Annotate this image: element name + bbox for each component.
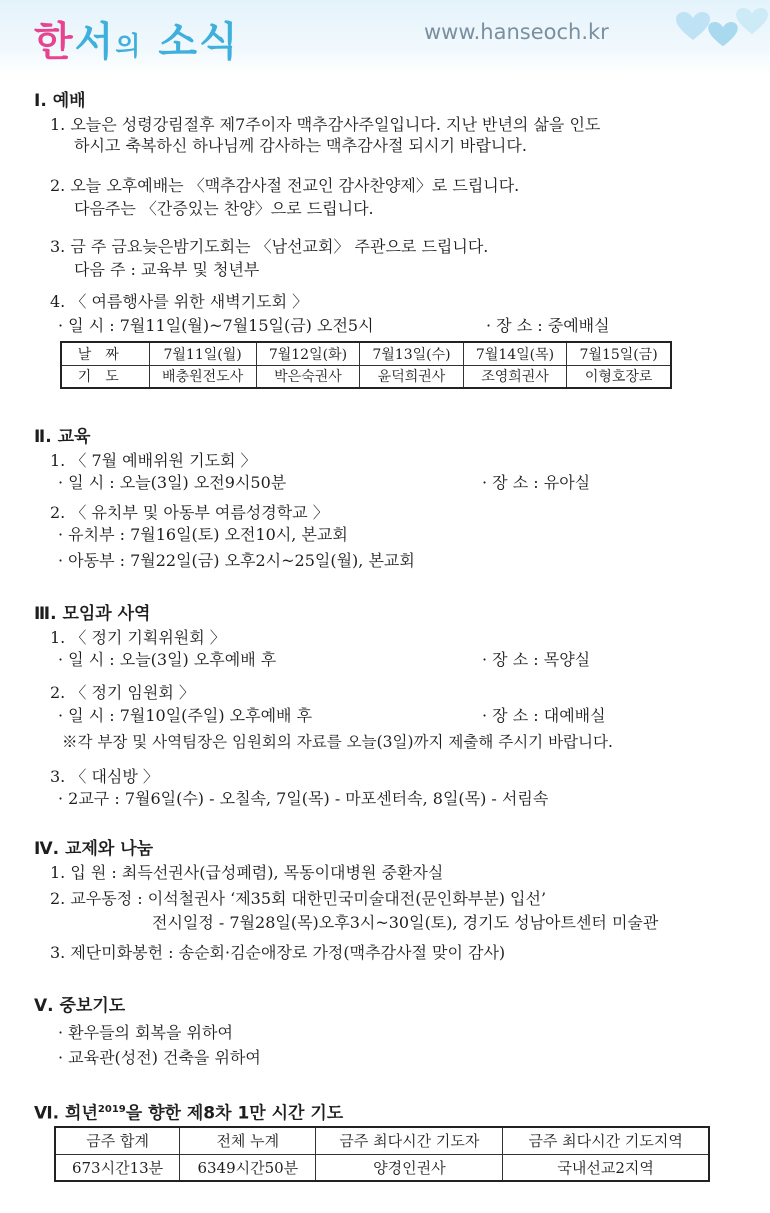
s6-heading-post: 을 향한 제8차 1만 시간 기도: [125, 1103, 344, 1124]
table-header-cell: 금주 최다시간 기도자: [316, 1127, 503, 1154]
church-url: www.hanseoch.kr: [424, 20, 609, 44]
s3-item2-title: 2. 〈 정기 임원회 〉: [50, 683, 195, 702]
s2-item2-line2: · 아동부 : 7월22일(금) 오후2시~25일(월), 본교회: [58, 551, 415, 570]
s1-item3-line1: 3. 금 주 금요늦은밤기도회는 〈남선교회〉 주관으로 드립니다.: [50, 237, 489, 256]
table-header-cell: 전체 누계: [180, 1127, 316, 1154]
table-cell: 673시간13분: [55, 1154, 180, 1181]
newsletter-header: [0, 0, 770, 74]
table-row: [61, 365, 671, 388]
section-6-heading: [34, 1099, 343, 1125]
table-header-cell: 금주 합계: [55, 1127, 180, 1154]
s3-item1-place: · 장 소 : 목양실: [482, 650, 591, 669]
section-4-heading: Ⅳ. 교제와 나눔: [34, 839, 154, 859]
table-cell: 6349시간50분: [180, 1154, 316, 1181]
s1-item4-time: · 일 시 : 7월11일(월)~7월15일(금) 오전5시: [58, 316, 374, 335]
s2-item1-title: 1. 〈 7월 예배위원 기도회 〉: [50, 451, 257, 470]
s3-item2-note: ※각 부장 및 사역팀장은 임원회의 자료를 오늘(3일)까지 제출해 주시기 바랍니다.: [62, 733, 613, 751]
table-cell: 박은숙권사: [256, 365, 360, 388]
table-cell: 이형호장로: [567, 365, 671, 388]
s6-heading-sup: 2019: [97, 1104, 126, 1115]
s3-item2-place: · 장 소 : 대예배실: [482, 706, 606, 725]
title-second-char: 서: [74, 19, 116, 65]
s4-item2-line1: 2. 교우동정 : 이석철권사 ‘제35회 대한민국미술대전(문인화부분) 입선’: [50, 889, 547, 908]
s4-item3: 3. 제단미화봉헌 : 송순회·김순애장로 가정(맥추감사절 맞이 감사): [50, 943, 506, 962]
table-cell: 7월15일(금): [567, 342, 671, 365]
section-2-heading: Ⅱ. 교육: [34, 427, 91, 447]
table-cell: 7월13일(수): [360, 342, 464, 365]
s2-item2-title: 2. 〈 유치부 및 아동부 여름성경학교 〉: [50, 503, 329, 522]
table-row: [61, 342, 671, 365]
table-cell: 윤덕희권사: [360, 365, 464, 388]
heart-icon: [736, 8, 768, 36]
title-small-char: 의: [115, 32, 143, 62]
s6-heading-pre: Ⅵ. 희년: [34, 1103, 98, 1124]
table-cell: 7월12일(화): [256, 342, 360, 365]
prayer-hours-table: [54, 1126, 710, 1182]
s1-item4-place: · 장 소 : 중예배실: [486, 316, 610, 335]
table-header-cell: 금주 최다시간 기도지역: [503, 1127, 709, 1154]
s1-item1-line1: 1. 오늘은 성령강림절후 제7주이자 맥추감사주일입니다. 지난 반년의 삶을 인도: [50, 115, 601, 134]
s5-line1: · 환우들의 회복을 위하여: [58, 1023, 233, 1042]
heart-icon: [708, 22, 738, 48]
table-cell: 7월11일(월): [149, 342, 256, 365]
heart-icon: [676, 12, 710, 42]
s1-item2-line1: 2. 오늘 오후예배는 〈맥추감사절 전교인 감사찬양제〉로 드립니다.: [50, 176, 520, 195]
s1-item1-line2: 하시고 축복하신 하나님께 감사하는 맥추감사절 되시기 바랍니다.: [74, 136, 527, 155]
section-3-heading: Ⅲ. 모임과 사역: [34, 604, 151, 624]
section-5-heading: Ⅴ. 중보기도: [34, 996, 126, 1016]
dawn-prayer-table: [60, 341, 672, 389]
table-cell: 조영희권사: [463, 365, 567, 388]
table-cell: 날짜: [61, 342, 149, 365]
s2-item2-line1: · 유치부 : 7월16일(토) 오전10시, 본교회: [58, 525, 348, 544]
s2-item1-time: · 일 시 : 오늘(3일) 오전9시50분: [58, 473, 287, 492]
s3-item1-title: 1. 〈 정기 기획위원회 〉: [50, 628, 226, 647]
table-cell: 국내선교2지역: [503, 1154, 709, 1181]
title-first-char: 한: [34, 19, 75, 65]
table-row: [55, 1154, 709, 1181]
s1-item3-line2: 다음 주 : 교육부 및 청년부: [74, 260, 260, 279]
s2-item1-place: · 장 소 : 유아실: [482, 473, 591, 492]
s5-line2: · 교육관(성전) 건축을 위하여: [58, 1048, 261, 1067]
table-row: [55, 1127, 709, 1154]
s3-item1-time: · 일 시 : 오늘(3일) 오후예배 후: [58, 650, 277, 669]
newsletter-title: [34, 10, 240, 67]
table-cell: 양경인권사: [316, 1154, 503, 1181]
section-1-heading: Ⅰ. 예배: [34, 91, 86, 111]
s3-item2-time: · 일 시 : 7월10일(주일) 오후예배 후: [58, 706, 313, 725]
table-cell: 기도: [61, 365, 149, 388]
s4-item1: 1. 입 원 : 최득선권사(급성폐렴), 목동이대병원 중환자실: [50, 863, 444, 882]
table-cell: 7월14일(목): [463, 342, 567, 365]
s1-item4-title: 4. 〈 여름행사를 위한 새벽기도회 〉: [50, 292, 309, 311]
title-rest: 소식: [142, 19, 240, 65]
s1-item2-line2: 다음주는 〈간증있는 찬양〉으로 드립니다.: [74, 199, 374, 218]
s3-item3-line1: · 2교구 : 7월6일(수) - 오칠속, 7일(목) - 마포센터속, 8일(목) - 서림속: [58, 789, 549, 808]
s3-item3-title: 3. 〈 대심방 〉: [50, 767, 159, 786]
s4-item2-line2: 전시일정 - 7월28일(목)오후3시~30일(토), 경기도 성남아트센터 미술관: [152, 913, 659, 932]
table-cell: 배충원전도사: [149, 365, 256, 388]
